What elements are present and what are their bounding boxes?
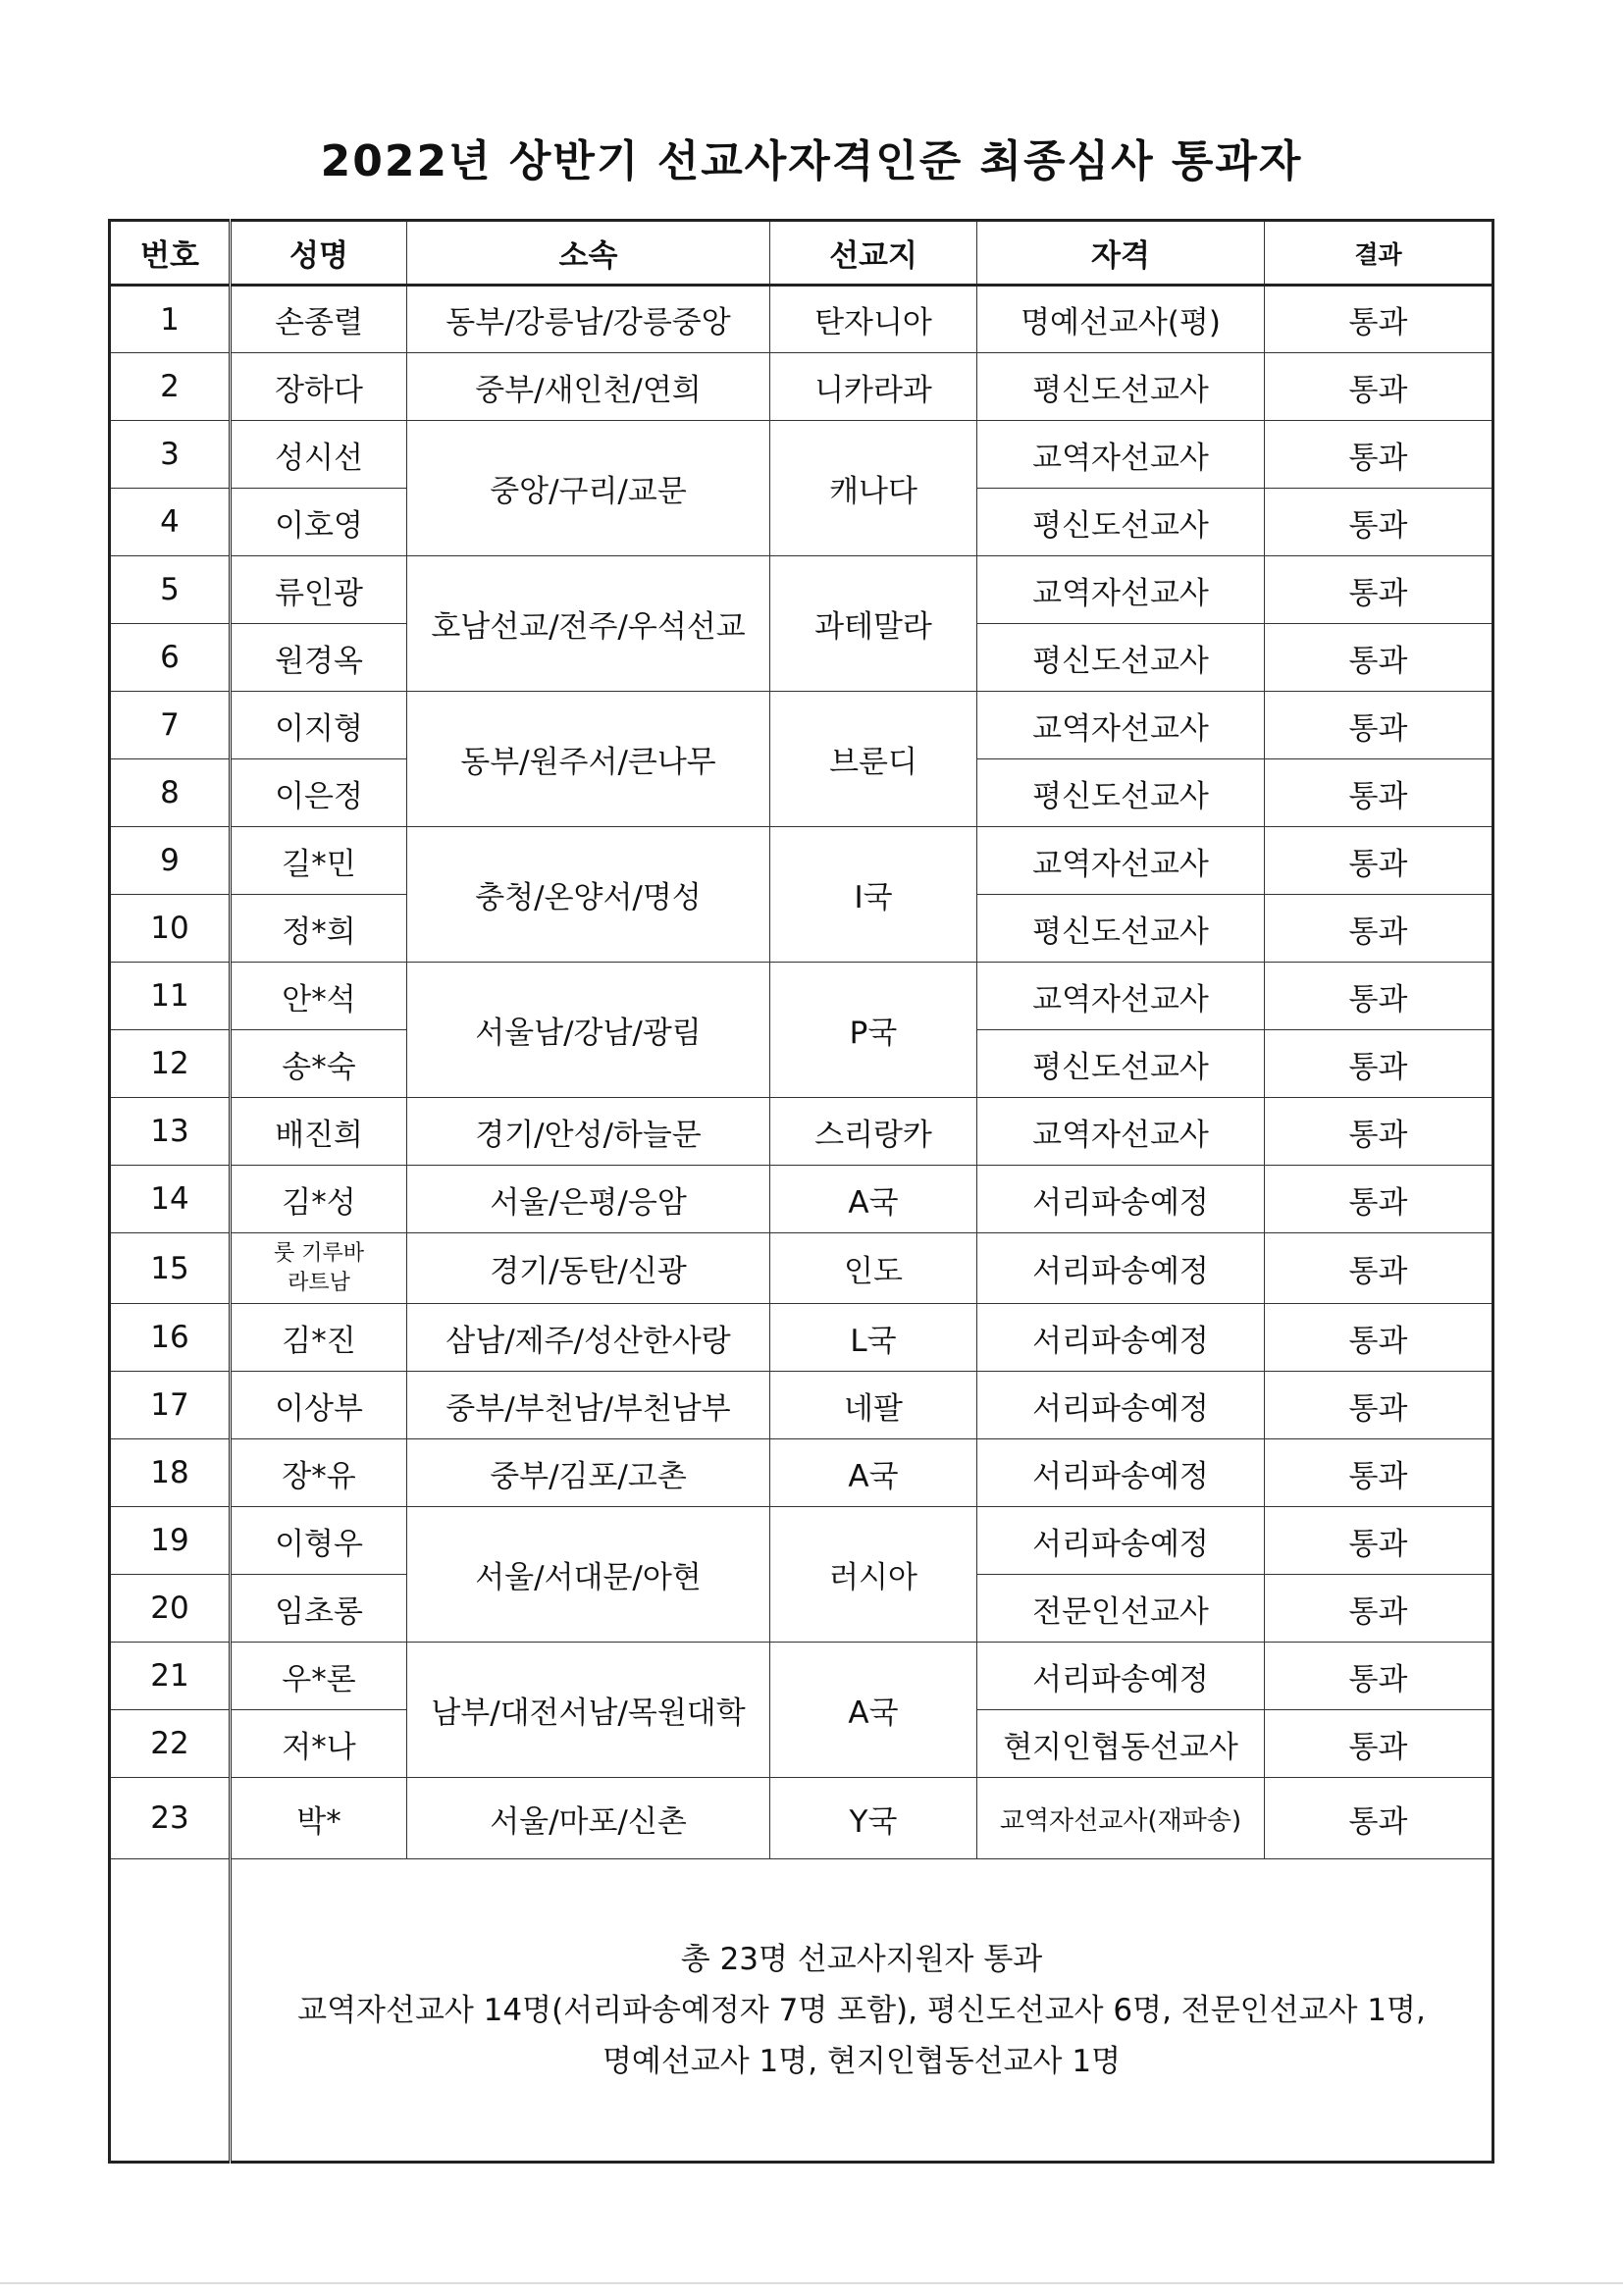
table-row — [110, 1507, 1493, 1575]
row-mission-field: L국 — [770, 1304, 977, 1372]
row-qualification: 교역자선교사 — [977, 421, 1265, 489]
row-name: 배진희 — [231, 1098, 407, 1166]
row-affiliation: 서울남/강남/광림 — [407, 963, 770, 1098]
row-name: 원경옥 — [231, 624, 407, 692]
summary-total: 총 23명 선교사지원자 통과 — [680, 1941, 1043, 1977]
row-qualification: 현지인협동선교사 — [977, 1710, 1265, 1778]
row-qualification: 교역자선교사 — [977, 1098, 1265, 1166]
row-number: 5 — [110, 556, 231, 624]
summary-breakdown-cont: 명예선교사 1명, 현지인협동선교사 1명 — [602, 2043, 1122, 2079]
row-number: 23 — [110, 1778, 231, 1859]
row-qualification: 명예선교사(평) — [977, 286, 1265, 353]
row-number: 15 — [110, 1233, 231, 1304]
table-row — [110, 353, 1493, 421]
row-name: 박* — [231, 1778, 407, 1859]
row-affiliation: 경기/동탄/신광 — [407, 1233, 770, 1304]
row-mission-field: Y국 — [770, 1778, 977, 1859]
row-name: 임초롱 — [231, 1575, 407, 1643]
row-result: 통과 — [1265, 1166, 1493, 1233]
row-mission-field: 과테말라 — [770, 556, 977, 692]
table-row — [110, 827, 1493, 895]
row-name-line2: 라트남 — [288, 1270, 350, 1295]
row-mission-field: P국 — [770, 963, 977, 1098]
row-number: 3 — [110, 421, 231, 489]
row-affiliation: 동부/원주서/큰나무 — [407, 692, 770, 827]
row-result: 통과 — [1265, 421, 1493, 489]
header-mission-field: 선교지 — [770, 221, 977, 286]
row-qualification: 교역자선교사 — [977, 827, 1265, 895]
row-qualification: 서리파송예정 — [977, 1643, 1265, 1710]
row-number: 12 — [110, 1030, 231, 1098]
row-name: 이상부 — [231, 1372, 407, 1439]
row-mission-field: 네팔 — [770, 1372, 977, 1439]
row-qualification: 전문인선교사 — [977, 1575, 1265, 1643]
row-number: 16 — [110, 1304, 231, 1372]
row-result: 통과 — [1265, 1233, 1493, 1304]
row-qualification: 교역자선교사 — [977, 556, 1265, 624]
header-row — [110, 221, 1493, 286]
row-qualification: 서리파송예정 — [977, 1304, 1265, 1372]
row-number: 10 — [110, 895, 231, 963]
row-number: 8 — [110, 759, 231, 827]
row-affiliation: 중부/부천남/부천남부 — [407, 1372, 770, 1439]
row-mission-field: 브룬디 — [770, 692, 977, 827]
row-mission-field: 니카라과 — [770, 353, 977, 421]
row-name — [231, 1233, 407, 1304]
table-row — [110, 1098, 1493, 1166]
row-qualification: 서리파송예정 — [977, 1372, 1265, 1439]
row-number: 6 — [110, 624, 231, 692]
row-name: 정*희 — [231, 895, 407, 963]
table-row — [110, 286, 1493, 353]
row-name: 안*석 — [231, 963, 407, 1030]
row-qualification: 평신도선교사 — [977, 624, 1265, 692]
row-affiliation: 경기/안성/하늘문 — [407, 1098, 770, 1166]
row-number: 18 — [110, 1439, 231, 1507]
row-affiliation: 서울/서대문/아현 — [407, 1507, 770, 1643]
roster-table — [108, 219, 1494, 2164]
row-number: 14 — [110, 1166, 231, 1233]
header-number: 번호 — [110, 221, 231, 286]
row-affiliation: 중앙/구리/교문 — [407, 421, 770, 556]
row-number: 1 — [110, 286, 231, 353]
row-mission-field: I국 — [770, 827, 977, 963]
table-row — [110, 1166, 1493, 1233]
row-number: 17 — [110, 1372, 231, 1439]
table-row — [110, 692, 1493, 759]
row-mission-field: 인도 — [770, 1233, 977, 1304]
row-mission-field: A국 — [770, 1439, 977, 1507]
row-result: 통과 — [1265, 895, 1493, 963]
row-affiliation: 삼남/제주/성산한사랑 — [407, 1304, 770, 1372]
table-row — [110, 1304, 1493, 1372]
header-result: 결과 — [1265, 221, 1493, 286]
row-result: 통과 — [1265, 1304, 1493, 1372]
row-affiliation: 중부/새인천/연희 — [407, 353, 770, 421]
row-number: 21 — [110, 1643, 231, 1710]
table-row — [110, 1372, 1493, 1439]
row-result: 통과 — [1265, 1098, 1493, 1166]
row-result: 통과 — [1265, 1372, 1493, 1439]
row-mission-field: A국 — [770, 1643, 977, 1778]
row-affiliation: 충청/온양서/명성 — [407, 827, 770, 963]
row-name: 장*유 — [231, 1439, 407, 1507]
header-affiliation: 소속 — [407, 221, 770, 286]
row-result: 통과 — [1265, 556, 1493, 624]
row-number: 9 — [110, 827, 231, 895]
table-row — [110, 1643, 1493, 1710]
row-mission-field: 캐나다 — [770, 421, 977, 556]
row-result: 통과 — [1265, 1575, 1493, 1643]
row-name: 김*성 — [231, 1166, 407, 1233]
row-number: 2 — [110, 353, 231, 421]
table-row — [110, 556, 1493, 624]
row-affiliation: 서울/마포/신촌 — [407, 1778, 770, 1859]
row-mission-field: 러시아 — [770, 1507, 977, 1643]
row-number: 11 — [110, 963, 231, 1030]
row-result: 통과 — [1265, 692, 1493, 759]
row-name: 손종렬 — [231, 286, 407, 353]
row-name: 장하다 — [231, 353, 407, 421]
page-edge-divider — [0, 2282, 1623, 2284]
row-qualification: 서리파송예정 — [977, 1507, 1265, 1575]
row-name: 김*진 — [231, 1304, 407, 1372]
row-result: 통과 — [1265, 1507, 1493, 1575]
table-row — [110, 1439, 1493, 1507]
summary-blank-cell — [110, 1859, 231, 2163]
row-qualification: 평신도선교사 — [977, 895, 1265, 963]
row-result: 통과 — [1265, 1710, 1493, 1778]
row-result: 통과 — [1265, 489, 1493, 556]
row-number: 4 — [110, 489, 231, 556]
row-qualification: 서리파송예정 — [977, 1166, 1265, 1233]
table-row — [110, 421, 1493, 489]
row-qualification: 서리파송예정 — [977, 1233, 1265, 1304]
row-qualification: 교역자선교사(재파송) — [977, 1778, 1265, 1859]
row-qualification: 평신도선교사 — [977, 759, 1265, 827]
row-result: 통과 — [1265, 1778, 1493, 1859]
row-number: 13 — [110, 1098, 231, 1166]
row-name: 이호영 — [231, 489, 407, 556]
row-affiliation: 호남선교/전주/우석선교 — [407, 556, 770, 692]
row-result: 통과 — [1265, 759, 1493, 827]
summary-row — [110, 1859, 1493, 2163]
row-qualification: 교역자선교사 — [977, 692, 1265, 759]
row-mission-field: 스리랑카 — [770, 1098, 977, 1166]
row-number: 19 — [110, 1507, 231, 1575]
row-mission-field: A국 — [770, 1166, 977, 1233]
table-row — [110, 963, 1493, 1030]
header-qualification: 자격 — [977, 221, 1265, 286]
row-number: 22 — [110, 1710, 231, 1778]
row-result: 통과 — [1265, 1030, 1493, 1098]
row-affiliation: 중부/김포/고촌 — [407, 1439, 770, 1507]
page-title: 2022년 상반기 선교사자격인준 최종심사 통과자 — [320, 136, 1303, 186]
summary-breakdown: 교역자선교사 14명(서리파송예정자 7명 포함), 평신도선교사 6명, 전문인선교사 1명, — [297, 1992, 1426, 2028]
row-name: 송*숙 — [231, 1030, 407, 1098]
row-qualification: 평신도선교사 — [977, 1030, 1265, 1098]
row-qualification: 교역자선교사 — [977, 963, 1265, 1030]
row-affiliation: 남부/대전서남/목원대학 — [407, 1643, 770, 1778]
row-result: 통과 — [1265, 827, 1493, 895]
row-affiliation: 동부/강릉남/강릉중앙 — [407, 286, 770, 353]
row-name: 성시선 — [231, 421, 407, 489]
row-result: 통과 — [1265, 286, 1493, 353]
row-mission-field: 탄자니아 — [770, 286, 977, 353]
row-name: 우*론 — [231, 1643, 407, 1710]
row-result: 통과 — [1265, 963, 1493, 1030]
row-result: 통과 — [1265, 353, 1493, 421]
row-name-line1: 룻 기루바 — [273, 1240, 364, 1266]
row-number: 20 — [110, 1575, 231, 1643]
row-name: 류인광 — [231, 556, 407, 624]
row-result: 통과 — [1265, 1643, 1493, 1710]
summary-cell — [231, 1859, 1493, 2163]
row-name: 저*나 — [231, 1710, 407, 1778]
row-name: 이은정 — [231, 759, 407, 827]
row-affiliation: 서울/은평/응암 — [407, 1166, 770, 1233]
row-name: 길*민 — [231, 827, 407, 895]
row-name: 이형우 — [231, 1507, 407, 1575]
row-result: 통과 — [1265, 1439, 1493, 1507]
row-qualification: 평신도선교사 — [977, 353, 1265, 421]
row-qualification: 평신도선교사 — [977, 489, 1265, 556]
table-row — [110, 1778, 1493, 1859]
row-result: 통과 — [1265, 624, 1493, 692]
row-qualification: 서리파송예정 — [977, 1439, 1265, 1507]
header-name: 성명 — [231, 221, 407, 286]
row-number: 7 — [110, 692, 231, 759]
row-name: 이지형 — [231, 692, 407, 759]
table-row — [110, 1233, 1493, 1304]
